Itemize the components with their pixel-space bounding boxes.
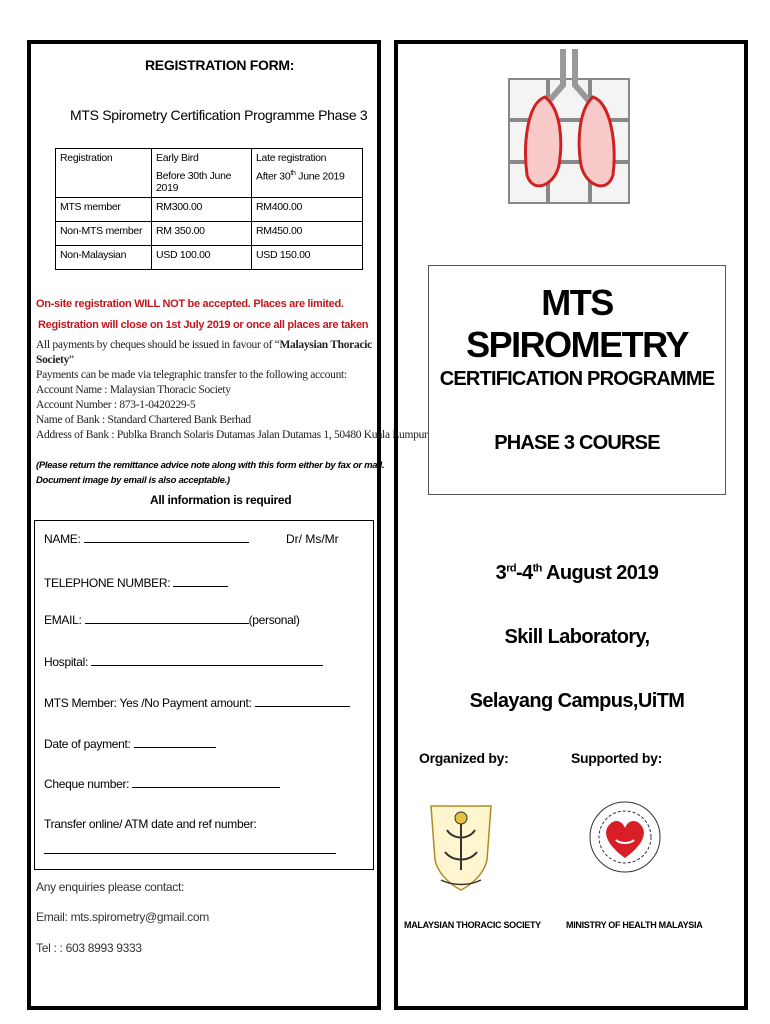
bank-name: Name of Bank : Standard Chartered Bank Berhad (36, 414, 251, 426)
payment-amount-field[interactable]: MTS Member: Yes /No Payment amount: (44, 696, 350, 710)
col-head-late-date: After 30 (256, 170, 291, 183)
course-title: MTS SPIROMETRY (466, 282, 688, 365)
payment-cheque: All payments by cheques should be issued in favour of “Malaysian Thoracic Society” (36, 339, 372, 366)
col-head-late: Late registration (256, 152, 327, 164)
payment-info (36, 338, 428, 443)
fee-table (55, 148, 363, 270)
hospital-field[interactable]: Hospital: (44, 655, 323, 669)
email-field[interactable]: EMAIL: (personal) (44, 613, 300, 627)
contact-tel: Tel : : 603 8993 9333 (36, 941, 142, 955)
col-head-early: Early Bird (156, 152, 199, 164)
remittance-note: (Please return the remittance advice note along with this form either by fax or mail. Document image by email is also acceptable.) (36, 460, 385, 486)
account-name: Account Name : Malaysian Thoracic Society (36, 384, 231, 396)
course-date: 3rd-4th August 2019 (495, 562, 659, 584)
venue-line2: Selayang Campus,UiTM (469, 690, 685, 712)
transfer-ref-line[interactable] (44, 853, 336, 854)
organized-by-label: Organized by: (419, 750, 509, 766)
organizer-name: MALAYSIAN THORACIC SOCIETY (404, 920, 541, 930)
name-field[interactable]: NAME: (44, 532, 249, 546)
moh-logo (588, 800, 662, 874)
table-row: MTS member RM300.00 RM400.00 (56, 198, 363, 222)
course-phase: PHASE 3 COURSE (494, 432, 660, 454)
notice-close: Registration will close on 1st July 2019 or once all places are taken (38, 319, 369, 331)
payment-date-field[interactable]: Date of payment: (44, 737, 216, 751)
puzzle-lungs-image (505, 45, 633, 205)
bank-address: Address of Bank : Publka Branch Solaris Dutamas Jalan Dutamas 1, 50480 Kuala Lumpur (36, 429, 428, 441)
venue-line1: Skill Laboratory, (504, 626, 650, 648)
transfer-ref-field[interactable]: Transfer online/ ATM date and ref number: (44, 817, 257, 831)
col-head-early-date: Before 30th June 2019 (156, 170, 232, 194)
mts-logo (425, 800, 497, 892)
all-info-required: All information is required (150, 493, 292, 507)
form-title: REGISTRATION FORM: (145, 57, 295, 73)
late-tail: June 2019 (295, 170, 345, 183)
table-row: Non-Malaysian USD 100.00 USD 150.00 (56, 246, 363, 270)
col-head-registration: Registration (60, 152, 113, 164)
title-options: Dr/ Ms/Mr (286, 532, 339, 546)
enquiry-label: Any enquiries please contact: (36, 880, 185, 894)
contact-email: Email: mts.spirometry@gmail.com (36, 910, 209, 924)
cheque-number-field[interactable]: Cheque number: (44, 777, 280, 791)
phone-field[interactable]: TELEPHONE NUMBER: (44, 576, 228, 590)
account-number: Account Number : 873-1-0420229-5 (36, 399, 196, 411)
supported-by-label: Supported by: (571, 750, 662, 766)
course-subtitle: CERTIFICATION PROGRAMME (439, 368, 715, 390)
table-row: Non-MTS member RM 350.00 RM450.00 (56, 222, 363, 246)
late-sup: th (290, 170, 296, 177)
supporter-name: MINISTRY OF HEALTH MALAYSIA (566, 920, 703, 930)
form-subtitle: MTS Spirometry Certification Programme Phase 3 (70, 107, 368, 123)
notice-onsite: On-site registration WILL NOT be accepted. Places are limited. (36, 298, 344, 310)
payment-transfer: Payments can be made via telegraphic transfer to the following account: (36, 369, 347, 381)
